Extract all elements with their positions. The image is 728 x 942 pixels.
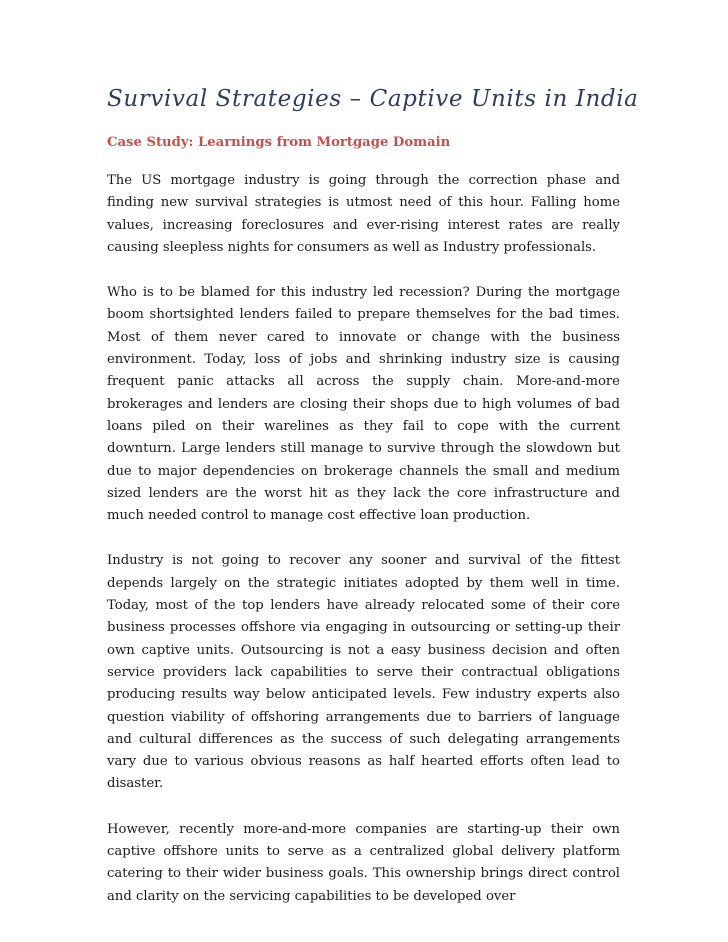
document-body [107,170,620,931]
document-subtitle: Case Study: Learnings from Mortgage Domain [107,135,451,150]
document-title: Survival Strategies – Captive Units in India [107,86,639,112]
body-paragraph-3: Industry is not going to recover any sooner and survival of the fittest depends largely on the strategic initiates adopted by them well in time. Today, most of the top lenders have already relocated some of their core business processes offshore via engaging in outsourcing or setting-up their own captive units. Outsourcing is not a easy business decision and often service providers lack capabilities to serve their contractual obligations producing results way below anticipated levels. Few industry experts also question viability of offshoring arrangements due to barriers of language and cultural differences as the success of such delegating arrangements vary due to various obvious reasons as half hearted efforts often lead to disaster. [107,553,620,792]
body-paragraph-1: The US mortgage industry is going through the correction phase and finding new survival strategies is utmost need of this hour. Falling home values, increasing foreclosures and ever-rising interest rates are really causing sleepless nights for consumers as well as Industry professionals. [107,173,620,255]
body-paragraph-4: However, recently more-and-more companies are starting-up their own captive offshore units to serve as a centralized global delivery platform catering to their wider business goals. This ownership brings direct control and clarity on the servicing capabilities to be developed over [107,821,620,904]
body-paragraph-2: Who is to be blamed for this industry led recession? During the mortgage boom shortsighted lenders failed to prepare themselves for the bad times. Most of them never cared to innovate or change with the business environment. Today, loss of jobs and shrinking industry size is causing frequent panic attacks all across the supply chain. More-and-more brokerages and lenders are closing their shops due to high volumes of bad loans piled on their warelines as they fail to cope with the current downturn. Large lenders still manage to survive through the slowdown but due to major dependencies on brokerage channels the small and medium sized lenders are the worst hit as they lack the core infrastructure and much needed control to manage cost effective loan production. [107,285,620,524]
